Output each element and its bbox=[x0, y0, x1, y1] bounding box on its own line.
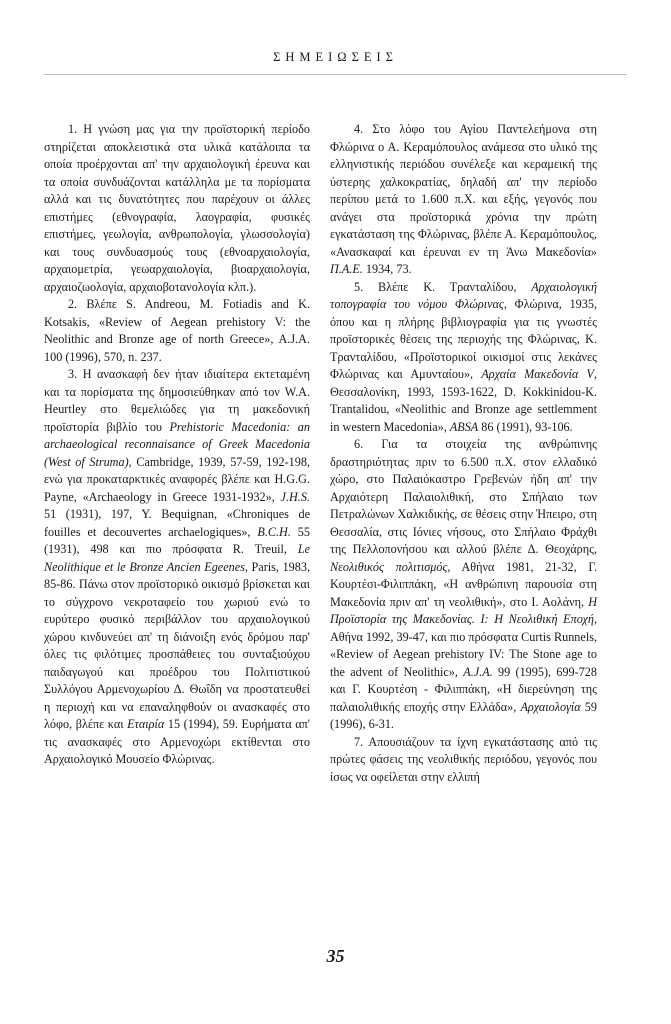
footnote-text: 51 (1931), 197, Y. Bequignan, «Chroniques de fouilles et decouvertes archaelogiques», bbox=[44, 507, 310, 539]
right-column bbox=[330, 121, 597, 786]
citation-title: A.J.A. bbox=[463, 664, 493, 679]
footnote-text: 2. Βλέπε S. Andreou, M. Fotiadis and K. Kotsakis, «Review of Aegean prehistory V: the Neolithic and Bronze age of north Greece», A.J.A. 100 (1996), 570, n. 237. bbox=[44, 297, 310, 364]
footnote-7 bbox=[330, 734, 597, 787]
citation-title: Η Προϊστορία της Μακεδονίας. Ι: Η Νεολιθική Εποχή bbox=[330, 594, 597, 626]
footnote-text: 15 (1994), 59. Ευρήματα απ' τις ανασκαφές στο Αρμενοχώρι εκτίθενται στο Αρχαιολογικό Μουσείο Φλώρινας. bbox=[44, 717, 310, 766]
header-rule bbox=[44, 74, 627, 75]
footnote-text: 99 (1995), 699-728 και Γ. Κουρτέση - Φιλιππάκη, «Η διερεύνηση της παλαιολιθικής εποχής στην Ελλάδα», bbox=[330, 664, 597, 714]
citation-title: ABSA bbox=[449, 419, 479, 434]
footnote-text: , Θεσσαλονίκη, 1993, 1593-1622, D. Kokkinidou-K. Trantalidou, «Neolithic and Bronze age settlemment in western Macedonia», bbox=[330, 367, 597, 434]
running-header: ΣΗΜΕΙΩΣΕΙΣ bbox=[273, 50, 398, 64]
footnote-text: 3. Η ανασκαφή δεν ήταν ιδιαίτερα εκτεταμένη και τα πορίσματα της δημοσιεύθηκαν από τον W.A. Heurtley στο θεμελιώδες για τη μακεδονική προϊστορία βιβλίο του bbox=[44, 367, 310, 434]
footnote-text: 7. Απουσιάζουν τα ίχνη εγκατάστασης από τις πρώτες φάσεις της νεολιθικής περιόδου, γεγονός που ίσως να οφείλεται στην ελλιπή bbox=[330, 734, 597, 784]
citation-title: Le Neolithique et le Bronze Ancien Egeenes bbox=[44, 542, 310, 574]
footnote-6 bbox=[330, 436, 597, 734]
citation-title: Π.Α.Ε. bbox=[330, 262, 363, 276]
citation-title: J.H.S. bbox=[280, 489, 310, 504]
footnote-text: 86 (1991), 93-106. bbox=[478, 419, 573, 434]
footnote-text: 4. Στο λόφο του Αγίου Παντελεήμονα στη Φλώρινα ο Α. Κεραμόπουλος ανάμεσα στο υλικό της ελληνιστικής περιόδου συνέλεξε και κεραμεική της ύστερης χαλκοκρατίας, δηλαδή απ' την περίοδο περίπου μετά το 1.600 π.Χ. και εξής, γεγονός που ανάγει στα προϊστορικά χρόνια την πρώτη εγκατάσταση της Φλώρινας, βλέπε Α. Κεραμόπουλος, «Ανασκαφαί και έρευναι εν τη Άνω Μακεδονία» bbox=[330, 122, 597, 259]
footnote-text: 1934, 73. bbox=[362, 262, 412, 276]
footnote-text: 6. Για τα στοιχεία της ανθρώπινης δραστηριότητας πριν το 6.500 π.Χ. στον ελλαδικό χώρο, στο Παλαιόκαστρο Γρεβενών ήδη απ' την Αρχαιότερη Παλαιολιθική, στο Σπήλαιο των Πετραλώνων Χαλκιδικής, σε θέσεις στην Ήπειρο, στη Θεσσαλία, στις Ιόνιες νήσους, στο Σπήλαιο Φράχθι της Πελλοπονήσου και αλλού βλέπε Δ. Θεοχάρης, bbox=[330, 437, 597, 556]
footnote-text: 1. Η γνώση μας για την προϊστορική περίοδο στηρίζεται αποκλειστικά στα υλικά κατάλοιπα τα οποία προέρχονται απ' την αρχαιολογική έρευνα και τα οποία συνδυάζονται κατάλληλα με τα πορίσματα αλλά και τις δυνατότητες που παρέχουν οι άλλες επιστήμες (εθνογραφία, λαογραφία, φυσικές επιστήμες, γεωλογία, ανθρωπολογία, γλωσσολογία) και τους συνδυασμούς τους (εθνοαρχαιολογία, αρχαιομετρία, γεωαρχαιολογία, βιοαρχαιολογία, αρχαιοζωολογία, αρχαιοβοτανολογία κλπ.). bbox=[44, 122, 310, 294]
left-column bbox=[44, 121, 310, 769]
footnote-5 bbox=[330, 279, 597, 437]
citation-title: Prehistoric Macedonia: an archaeological reconnaisance of Greek Macedonia (West of Struma) bbox=[44, 419, 310, 469]
footnote-text: , Φλώρινα, 1935, όπου και η πλήρης βιβλιογραφία για τις γνωστές προϊστορικές θέσεις της περιοχής της Φλώρινας, Κ. Τρανταλίδου, «Προϊστορικοί οικισμοί στις λεκάνες Φλώρινας και Αμυνταίου», bbox=[330, 297, 597, 381]
footnote-4 bbox=[330, 121, 597, 279]
footnote-text: , Cambridge, 1939, 57-59, 192-198, ενώ για προκαταρκτικές αναφορές βλέπε και H.G.G. Payne, «Archaeology in Greece 1931-1932», bbox=[44, 454, 310, 504]
citation-title: B.C.H. bbox=[257, 524, 291, 539]
footnote-1 bbox=[44, 121, 310, 296]
footnote-3 bbox=[44, 366, 310, 769]
footnote-text: 59 (1996), 6-31. bbox=[330, 699, 597, 731]
page-number: 35 bbox=[326, 946, 345, 966]
citation-title: Αρχαιολογία bbox=[520, 699, 581, 714]
footnote-2 bbox=[44, 296, 310, 366]
footnote-text: , Αθήνα 1981, 21-32, Γ. Κουρτέσι-Φιλιππάκη, «Η ανθρώπινη παρουσία στη Μακεδονία πριν απ' τη νεολιθική», στο Ι. Αολάνη, bbox=[330, 559, 597, 609]
footnote-text: 55 (1931), 498 και πιο πρόσφατα R. Treuil, bbox=[44, 524, 310, 556]
footnote-text: 5. Βλέπε Κ. Τρανταλίδου, bbox=[354, 279, 532, 294]
citation-title: Νεολιθικός πολιτισμός bbox=[330, 559, 448, 574]
footnote-text: , Αθήνα 1992, 39-47, και πιο πρόσφατα Curtis Runnels, «Review of Aegean prehistory IV: The Stone age to the advent of Neolithic», bbox=[330, 612, 597, 679]
citation-title: Αρχαιολογική τοπογραφία του νόμου Φλώρινας bbox=[330, 279, 597, 311]
footnote-text: , Paris, 1983, 85-86. Πάνω στον προϊστορικό οικισμό βρίσκεται και το σύγχρονο νεκροταφείο του χωριού ενώ το ευρύτερο φυσικό περιβάλλον του αρχαιολογικού χώρου κινδυνεύει απ' τη διάνοιξη ενός δρόμου παρ' όλες τις φιλότιμες προσπάθειες του συνταξιούχου παιδαγωγού και προέδρου του Πολιτιστικού Συλλόγου Αρμενοχωρίου Δ. Θωΐδη να προστατευθεί η περιοχή και να επαναληφθούν οι ανασκαφές στο λόφο, βλέπε και bbox=[44, 559, 310, 731]
citation-title: Αρχαία Μακεδονία V bbox=[481, 367, 594, 381]
citation-title: Εταιρία bbox=[127, 717, 165, 731]
